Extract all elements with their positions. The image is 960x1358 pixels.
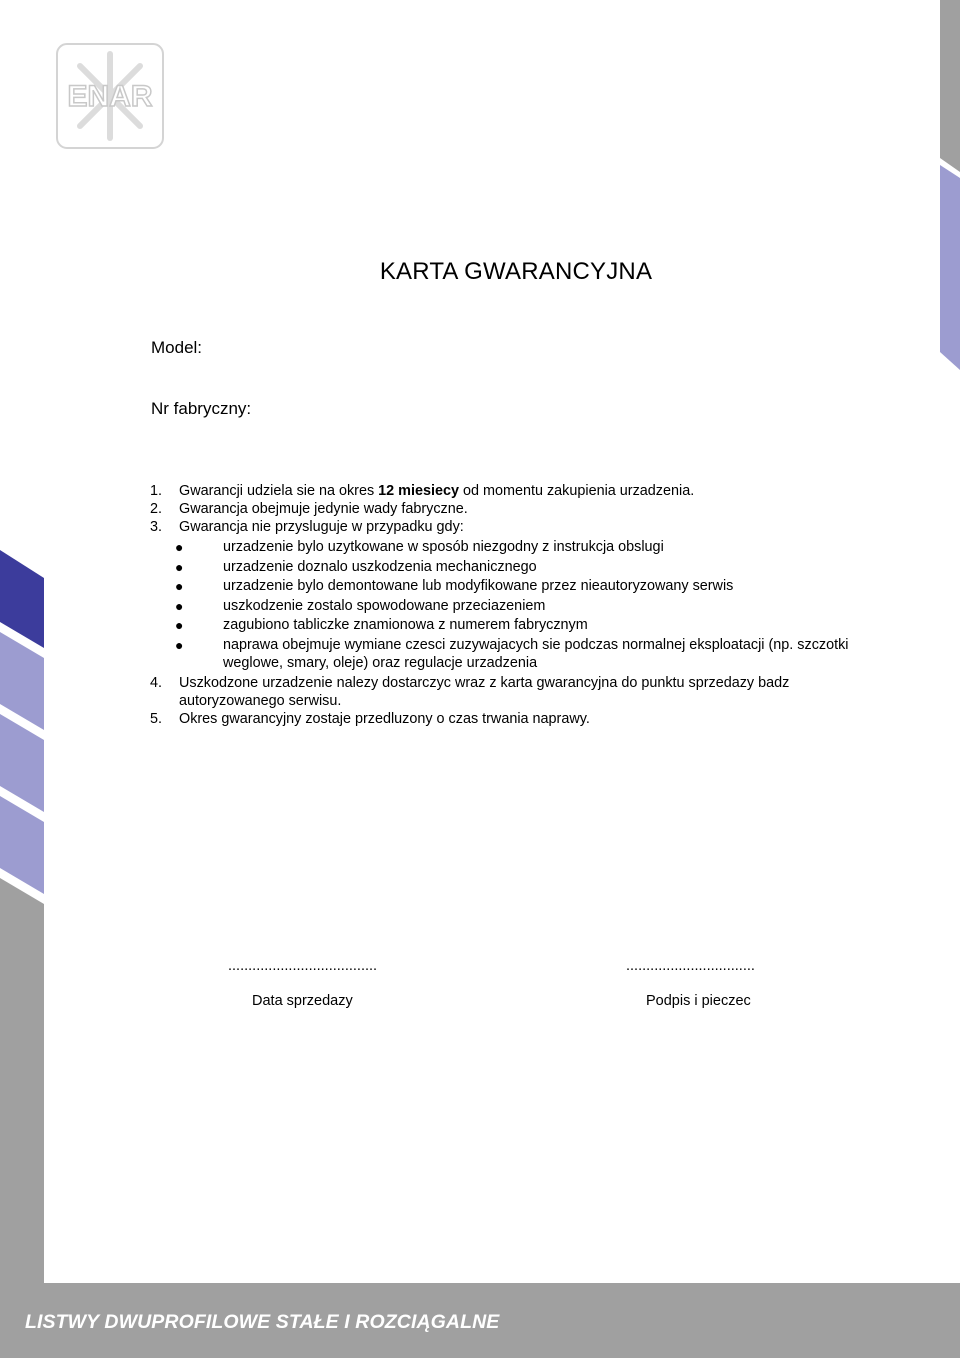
term-text: Gwarancja nie przysluguje w przypadku gdy: — [179, 519, 464, 535]
bullet-text: naprawa obejmuje wymiane czesci zuzywajacych sie podczas normalnej eksploatacji (np. szczotki weglowe, smary, oleje) oraz regulacje urzadzenia — [223, 637, 849, 671]
left-dark-stripe — [0, 550, 44, 648]
left-light-stripe-1 — [0, 632, 44, 730]
term-number: 4. — [150, 675, 163, 691]
term-text-bold: 12 miesiecy — [378, 483, 459, 499]
term-text: Gwarancja obejmuje jedynie wady fabryczne. — [179, 501, 468, 517]
bullet-icon: ● — [175, 598, 184, 614]
bullet-icon: ● — [175, 578, 184, 594]
term-number: 3. — [150, 519, 163, 535]
signature-label: Podpis i pieczec — [646, 993, 751, 1009]
term-number: 2. — [150, 501, 163, 517]
sale-date-label: Data sprzedazy — [252, 993, 353, 1009]
signature-line: ................................ — [626, 958, 755, 974]
right-gray-bar — [940, 0, 960, 172]
bullet-icon: ● — [175, 559, 184, 575]
bullet-text: uszkodzenie zostalo spowodowane przeciazeniem — [223, 598, 546, 614]
term-text-pre: Gwarancji udziela sie na okres — [179, 483, 379, 499]
term-text: Uszkodzone urzadzenie nalezy dostarczyc wraz z karta gwarancyjna do punktu sprzedazy badz autoryzowanego serwisu. — [179, 675, 790, 709]
term-number: 5. — [150, 711, 163, 727]
sale-date-line: ..................................... — [228, 958, 378, 974]
bullet-icon: ● — [175, 617, 184, 633]
enar-logo — [55, 42, 165, 150]
left-light-stripe-3 — [0, 796, 44, 894]
bullet-text: urzadzenie doznalo uszkodzenia mechanicznego — [223, 559, 537, 575]
page-title: KARTA GWARANCYJNA — [379, 258, 653, 285]
left-light-stripe-2 — [0, 714, 44, 812]
term-text — [179, 482, 694, 500]
bullet-text: urzadzenie bylo demontowane lub modyfikowane przez nieautoryzowany serwis — [223, 578, 734, 594]
serial-number-label: Nr fabryczny: — [151, 399, 252, 418]
bullet-icon: ● — [175, 539, 184, 555]
bullet-text: urzadzenie bylo uzytkowane w sposób niezgodny z instrukcja obslugi — [223, 539, 664, 555]
bullet-icon: ● — [175, 637, 184, 653]
term-text-post: od momentu zakupienia urzadzenia. — [459, 483, 695, 499]
term-text: Okres gwarancyjny zostaje przedluzony o czas trwania naprawy. — [179, 711, 590, 727]
term-number: 1. — [150, 483, 163, 499]
footer-text: LISTWY DWUPROFILOWE STAŁE I ROZCIĄGALNE — [25, 1311, 500, 1333]
logo-text: ENAR — [67, 80, 153, 113]
model-label: Model: — [151, 338, 203, 357]
bullet-text: zagubiono tabliczke znamionowa z numerem fabrycznym — [223, 617, 588, 633]
